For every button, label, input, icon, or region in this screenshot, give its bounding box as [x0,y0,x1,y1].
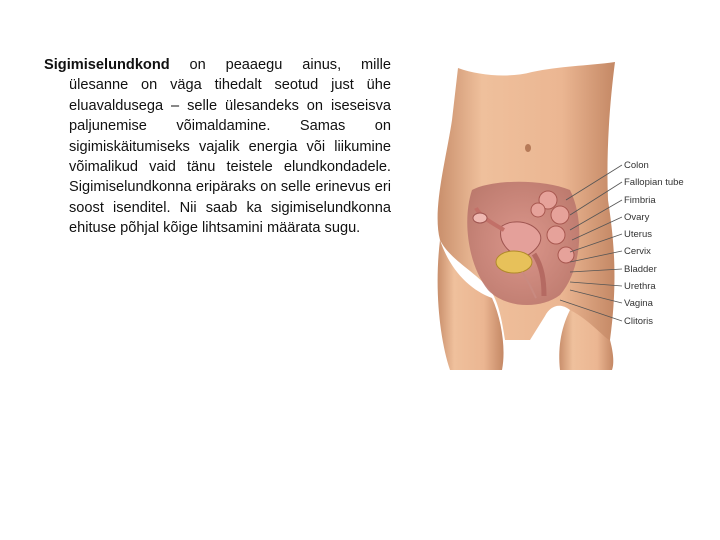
female-reproductive-system-diagram [410,40,710,380]
label-uterus: Uterus [624,229,652,240]
label-cervix: Cervix [624,246,651,257]
paragraph-body: on peaaegu ainus, mille ülesanne on väga tihedalt seotud just ühe eluavaldusega – selle ülesandeks on iseseisva paljunemise võimaldamine. Samas on sigimiskäitumiseks vajalik energia või liikumine võimalikud vaid tänu teistele elundkondadele. Sigimiselundkonna eripäraks on selle erinevus eri soost isenditel. Nii saab ka sigimiselundkonna ehituse põhjal kõige lihtsamini määrata sugu. [69,57,391,237]
label-vagina: Vagina [624,298,653,309]
bladder [496,251,532,273]
label-colon: Colon [624,160,649,171]
navel [525,144,531,152]
label-ovary: Ovary [624,212,650,223]
label-bladder: Bladder [624,264,657,275]
paragraph-term: Sigimiselundkond [44,57,170,73]
description-paragraph [44,55,391,239]
label-fimbria: Fimbria [624,195,656,206]
label-urethra: Urethra [624,281,656,292]
label-fallopian-tube: Fallopian tube [624,177,684,188]
label-clitoris: Clitoris [624,316,654,327]
ovary [473,213,487,223]
anatomy-illustration [410,40,710,380]
